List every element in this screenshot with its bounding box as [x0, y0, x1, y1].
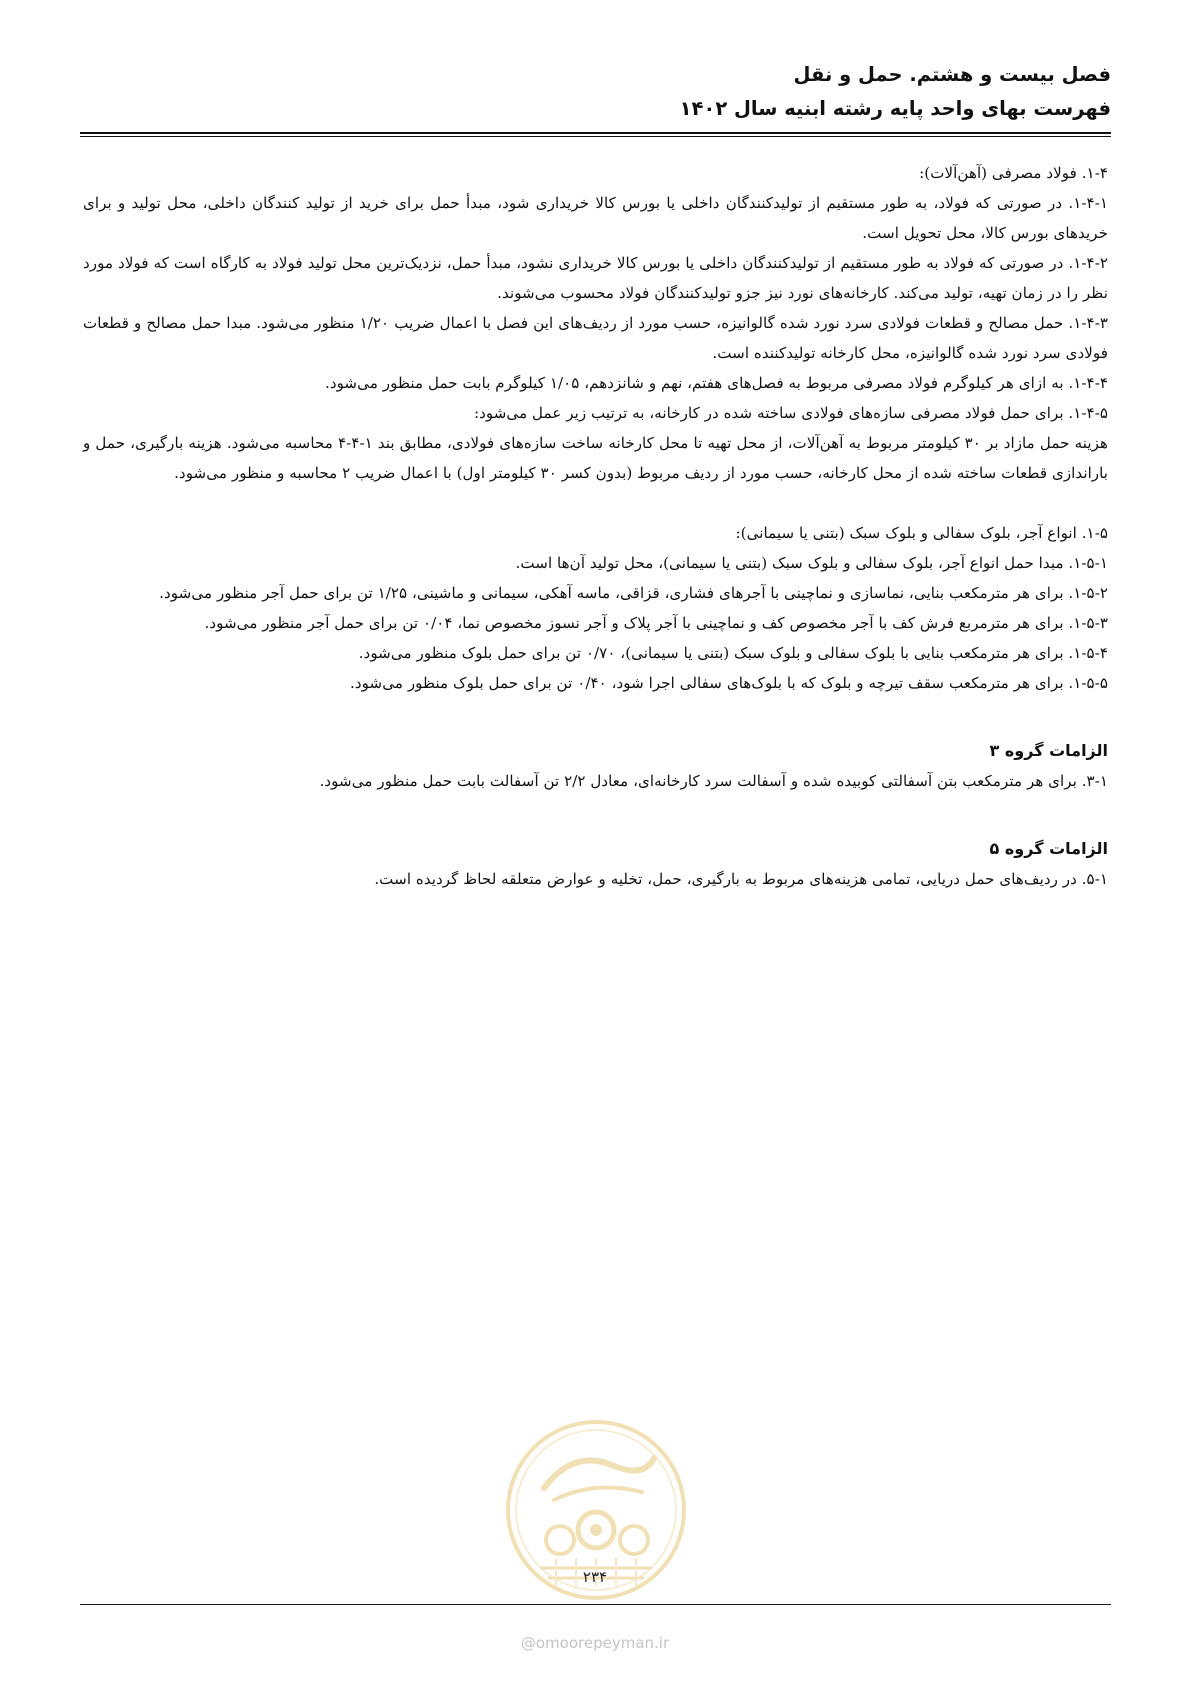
chapter-title: فصل بیست و هشتم. حمل و نقل — [793, 63, 1111, 86]
header-divider-thin — [80, 136, 1111, 137]
footer-site-link[interactable]: @omoorepeyman.ir — [520, 1634, 670, 1652]
spacer — [83, 796, 1108, 834]
clause-5-1: ۵-۱. در ردیف‌های حمل دریایی، تمامی هزینه‌های مربوط به بارگیری، حمل، تخلیه و عوارض متعلقه لحاظ گردیده است. — [374, 870, 1108, 888]
clause-1-5-4: ۱-۵-۴. برای هر مترمکعب بنایی با بلوک سفالی و بلوک سبک (بتنی یا سیمانی)، ۰/۷۰ تن برای حمل بلوک منظور می‌شود. — [358, 644, 1108, 662]
section-1-4-title: ۱-۴. فولاد مصرفی (آهن‌آلات): — [919, 164, 1108, 182]
clause-3-1: ۳-۱. برای هر مترمکعب بتن آسفالتی کوبیده شده و آسفالت سرد کارخانه‌ای، معادل ۲/۲ تن آسفالت بابت حمل منظور می‌شود. — [319, 772, 1108, 790]
page-number: ۲۳۴ — [582, 1568, 608, 1586]
clause-1-4-5: ۱-۴-۵. برای حمل فولاد مصرفی سازه‌های فولادی ساخته شده در کارخانه، به ترتیب زیر عمل می‌شود: — [473, 404, 1108, 422]
group-5-heading: الزامات گروه ۵ — [989, 839, 1108, 858]
group-3-heading: الزامات گروه ۳ — [989, 741, 1108, 760]
header-divider — [80, 132, 1111, 134]
book-title: فهرست بهای واحد پایه رشته ابنیه سال ۱۴۰۲ — [679, 97, 1111, 120]
clause-1-5-5: ۱-۵-۵. برای هر مترمکعب سقف تیرچه و بلوک که با بلوک‌های سفالی اجرا شود، ۰/۴۰ تن برای حمل بلوک منظور می‌شود. — [350, 674, 1108, 692]
page-header — [80, 58, 1111, 126]
clause-1-4-4: ۱-۴-۴. به ازای هر کیلوگرم فولاد مصرفی مربوط به فصل‌های هفتم، نهم و شانزدهم، ۱/۰۵ کیلوگرم بابت حمل منظور می‌شود. — [325, 374, 1108, 392]
clause-1-4-1: ۱-۴-۱. در صورتی که فولاد، به طور مستقیم از تولیدکنندگان داخلی یا بورس کالا خریداری شود، مبدأ حمل برای خرید از تولید کنندگان داخلی، محل تولید و برای خریدهای بورس کالا، محل تحویل است. — [83, 194, 1108, 242]
clause-1-4-2: ۱-۴-۲. در صورتی که فولاد به طور مستقیم از تولیدکنندگان داخلی یا بورس کالا خریداری نشود، مبدأ حمل، نزدیک‌ترین محل تولید فولاد به کارگاه است که فولاد مورد نظر را در زمان تهیه، تولید می‌کند. کارخانه‌های نورد نیز جزو تولیدکنندگان فولاد محسوب می‌شوند. — [83, 254, 1108, 302]
clause-1-4-5-detail: هزینه حمل مازاد بر ۳۰ کیلومتر مربوط به آهن‌آلات، از محل تهیه تا محل کارخانه ساخت سازه‌های فولادی، مطابق بند ۱-۴-۴ محاسبه می‌شود. هزینه بارگیری، حمل و باراندازی قطعات ساخته شده از محل کارخانه، حسب مورد از ردیف مربوط (بدون کسر ۳۰ کیلومتر اول) با اعمال ضریب ۲ محاسبه و منظور می‌شود. — [83, 434, 1108, 482]
clause-1-5-3: ۱-۵-۳. برای هر مترمربع فرش کف با آجر مخصوص کف و نماچینی با آجر پلاک و آجر نسوز مخصوص نما، ۰/۰۴ تن برای حمل آجر منظور می‌شود. — [204, 614, 1108, 632]
footer-divider — [80, 1604, 1111, 1605]
clause-1-5-2: ۱-۵-۲. برای هر مترمکعب بنایی، نماسازی و نماچینی با آجرهای فشاری، قزاقی، ماسه آهکی، سیمانی و ماشینی، ۱/۲۵ تن برای حمل آجر منظور می‌شود. — [159, 584, 1108, 602]
clause-1-5-1: ۱-۵-۱. مبدا حمل انواع آجر، بلوک سفالی و بلوک سبک (بتنی یا سیمانی)، محل تولید آن‌ها است. — [515, 554, 1108, 572]
document-body — [83, 158, 1108, 894]
spacer — [83, 488, 1108, 518]
clause-1-4-3: ۱-۴-۳. حمل مصالح و قطعات فولادی سرد نورد شده گالوانیزه، حسب مورد از ردیف‌های این فصل با اعمال ضریب ۱/۲۰ منظور می‌شود. مبدا حمل مصالح و قطعات فولادی سرد نورد شده گالوانیزه، محل کارخانه تولیدکننده است. — [83, 314, 1108, 362]
section-1-5-title: ۱-۵. انواع آجر، بلوک سفالی و بلوک سبک (بتنی یا سیمانی): — [735, 524, 1108, 542]
spacer — [83, 698, 1108, 736]
